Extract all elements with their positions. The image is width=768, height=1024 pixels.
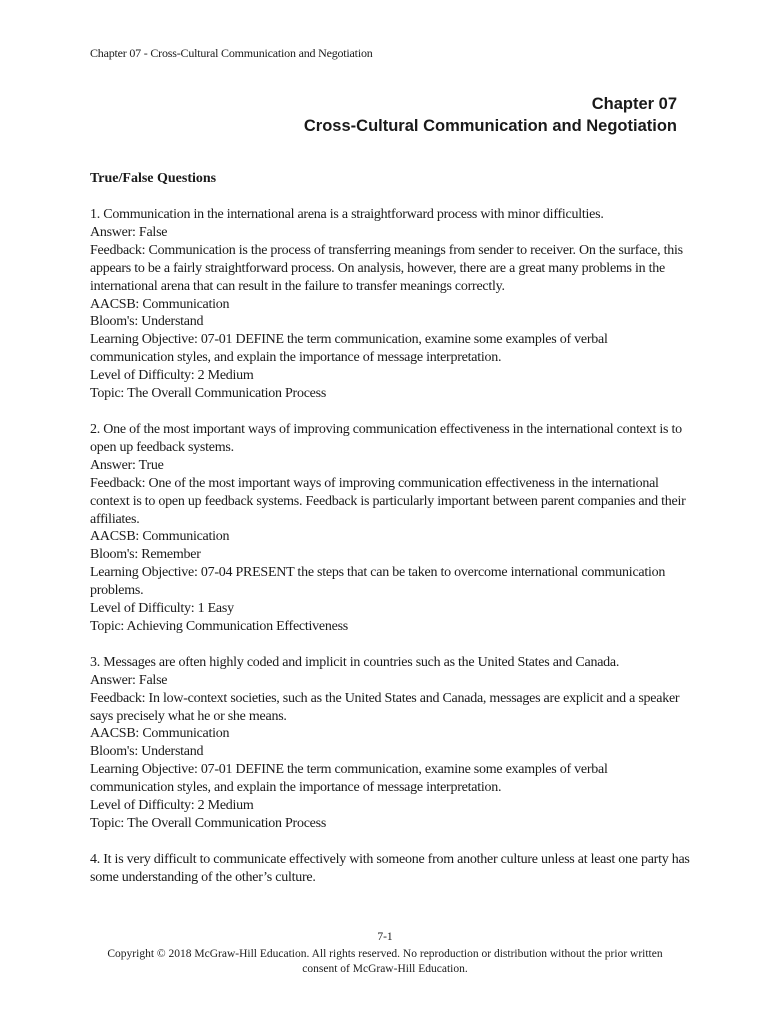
question-item-2 bbox=[90, 421, 690, 636]
chapter-title-block bbox=[304, 93, 677, 137]
question-item-3 bbox=[90, 654, 690, 833]
question-text: 2. One of the most important ways of improving communication effectiveness in the international context is to open up feedback systems. bbox=[90, 421, 682, 455]
question-item-1 bbox=[90, 206, 690, 403]
page-number: 7-1 bbox=[377, 931, 393, 943]
learning-objective: Learning Objective: 07-04 PRESENT the steps that can be taken to overcome international communication problems. bbox=[90, 565, 666, 599]
question-list bbox=[90, 206, 690, 905]
blooms: Bloom's: Remember bbox=[90, 547, 201, 563]
learning-objective: Learning Objective: 07-01 DEFINE the term communication, examine some examples of verbal communication styles, and explain the importance of message interpretation. bbox=[90, 762, 608, 796]
difficulty: Level of Difficulty: 2 Medium bbox=[90, 368, 254, 384]
question-item-4 bbox=[90, 851, 690, 887]
question-text: 4. It is very difficult to communicate effectively with someone from another culture unless at least one party has some understanding of the other’s culture. bbox=[90, 851, 690, 885]
difficulty: Level of Difficulty: 2 Medium bbox=[90, 798, 254, 814]
topic: Topic: The Overall Communication Process bbox=[90, 386, 327, 402]
feedback: Feedback: Communication is the process of transferring meanings from sender to receiver. On the surface, this appears to be a fairly straightforward process. On analysis, however, there are a great many problems in the international arena that can result in the failure to transfer meanings correctly. bbox=[90, 242, 683, 294]
topic: Topic: Achieving Communication Effectiveness bbox=[90, 618, 348, 634]
aacsb: AACSB: Communication bbox=[90, 726, 230, 742]
blooms: Bloom's: Understand bbox=[90, 744, 204, 760]
question-text: 1. Communication in the international arena is a straightforward process with minor difficulties. bbox=[90, 207, 604, 222]
aacsb: AACSB: Communication bbox=[90, 529, 230, 545]
topic: Topic: The Overall Communication Process bbox=[90, 816, 327, 831]
answer: Answer: True bbox=[90, 457, 164, 473]
page-footer bbox=[90, 930, 680, 977]
answer: Answer: False bbox=[90, 672, 168, 688]
chapter-number: Chapter 07 bbox=[591, 95, 677, 113]
learning-objective: Learning Objective: 07-01 DEFINE the term communication, examine some examples of verbal communication styles, and explain the importance of message interpretation. bbox=[90, 332, 608, 366]
feedback: Feedback: One of the most important ways of improving communication effectiveness in the international context is to open up feedback systems. Feedback is particularly important between parent companies and their affiliates. bbox=[90, 475, 686, 527]
answer: Answer: False bbox=[90, 224, 168, 240]
section-heading: True/False Questions bbox=[90, 171, 217, 186]
chapter-subtitle: Cross-Cultural Communication and Negotiation bbox=[303, 117, 677, 135]
feedback: Feedback: In low-context societies, such as the United States and Canada, messages are explicit and a speaker says precisely what he or she means. bbox=[90, 690, 680, 724]
copyright-notice: Copyright © 2018 McGraw-Hill Education. All rights reserved. No reproduction or distribution without the prior written consent of McGraw-Hill Education. bbox=[107, 948, 663, 975]
aacsb: AACSB: Communication bbox=[90, 296, 230, 312]
running-header: Chapter 07 - Cross-Cultural Communication and Negotiation bbox=[90, 46, 373, 60]
blooms: Bloom's: Understand bbox=[90, 314, 204, 330]
question-text: 3. Messages are often highly coded and implicit in countries such as the United States and Canada. bbox=[90, 654, 620, 670]
difficulty: Level of Difficulty: 1 Easy bbox=[90, 601, 234, 617]
